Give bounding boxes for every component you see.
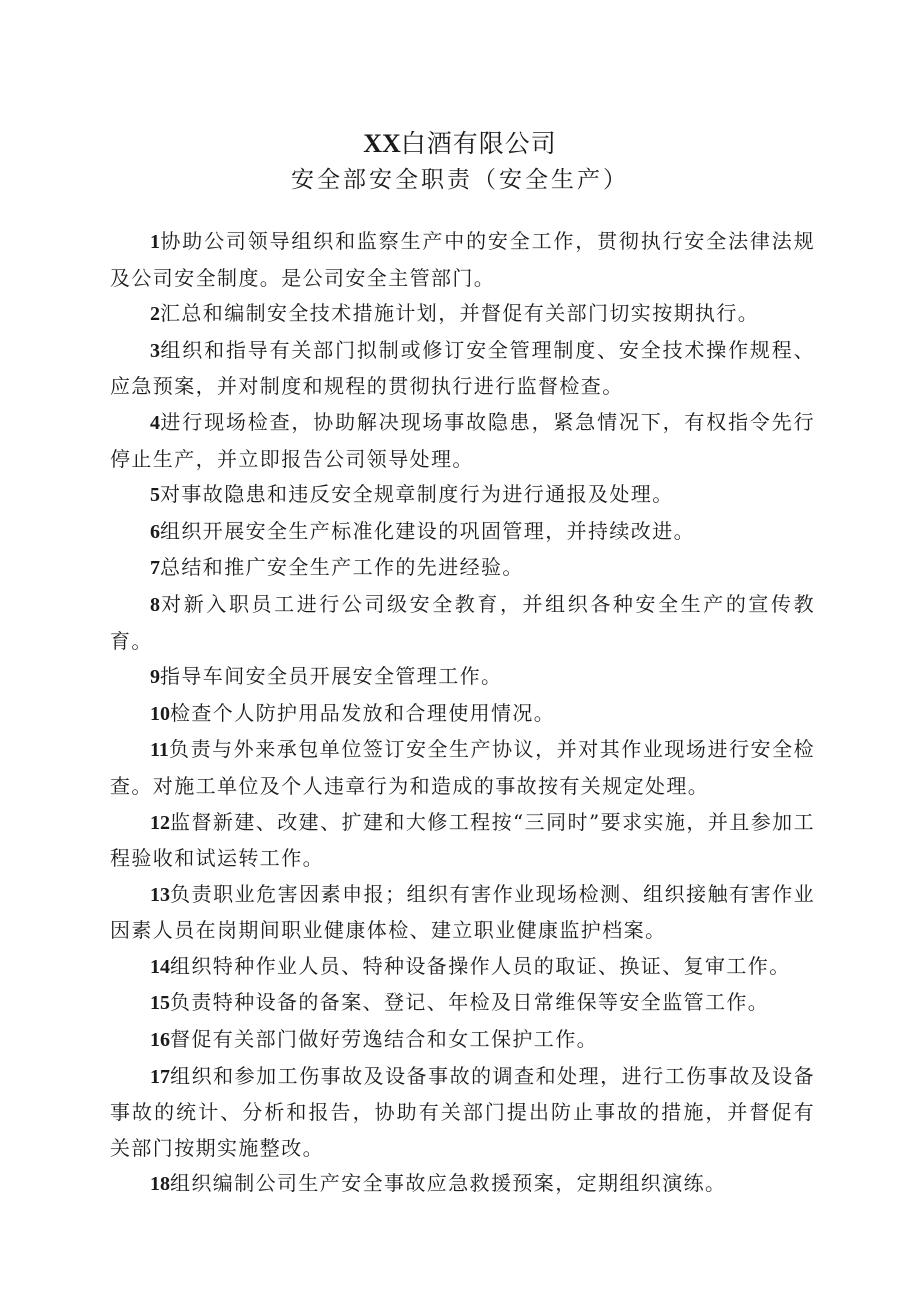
duty-text: 负责特种设备的备案、登记、年检及日常维保等安全监管工作。 — [170, 990, 770, 1015]
duty-item-17 — [110, 1059, 815, 1167]
document-title — [0, 127, 920, 161]
duty-item-18 — [110, 1166, 815, 1203]
duty-item-4 — [110, 405, 815, 477]
duty-text: 检查个人防护用品发放和合理使用情况。 — [170, 700, 556, 725]
duty-item-14 — [110, 949, 815, 986]
duty-text: 监督新建、改建、扩建和大修工程按“三同时”要求实施，并且参加工程验收和试运转工作。 — [110, 809, 815, 871]
duty-text: 组织编制公司生产安全事故应急救援预案，定期组织演练。 — [170, 1171, 727, 1196]
duty-text: 指导车间安全员开展安全管理工作。 — [160, 664, 503, 689]
duty-item-13 — [110, 877, 815, 949]
duty-text: 对新入职员工进行公司级安全教育，并组织各种安全生产的宣传教育。 — [110, 591, 815, 653]
duty-text: 负责与外来承包单位签订安全生产协议，并对其作业现场进行安全检查。对施工单位及个人违章行为和造成的事故按有关规定处理。 — [110, 737, 815, 798]
duty-number: 13 — [150, 883, 170, 906]
duty-text: 总结和推广安全生产工作的先进经验。 — [160, 555, 524, 580]
duty-number: 7 — [150, 557, 160, 580]
duty-item-12 — [110, 805, 815, 877]
duty-number: 5 — [150, 484, 160, 507]
title-company-prefix: XX — [363, 129, 401, 158]
duty-item-10 — [110, 696, 815, 733]
duty-list — [110, 224, 815, 1203]
duty-text: 组织特种作业人员、特种设备操作人员的取证、换证、复审工作。 — [170, 953, 791, 978]
duty-number: 18 — [150, 1173, 170, 1196]
duty-item-16 — [110, 1022, 815, 1059]
duty-item-15 — [110, 985, 815, 1022]
duty-number: 14 — [150, 955, 170, 978]
duty-number: 15 — [150, 992, 170, 1015]
duty-text: 组织和指导有关部门拟制或修订安全管理制度、安全技术操作规程、应急预案，并对制度和规程的贯彻执行进行监督检查。 — [110, 337, 815, 399]
duty-item-1 — [110, 224, 815, 296]
duty-number: 9 — [150, 666, 160, 689]
duty-number: 11 — [150, 739, 169, 762]
duty-number: 1 — [150, 231, 160, 253]
duty-item-5 — [110, 477, 815, 514]
duty-number: 12 — [150, 811, 170, 834]
duty-number: 8 — [150, 593, 160, 616]
duty-item-2 — [110, 296, 815, 333]
duty-text: 汇总和编制安全技术措施计划，并督促有关部门切实按期执行。 — [160, 301, 760, 326]
duty-number: 10 — [150, 702, 170, 725]
duty-text: 负责职业危害因素申报；组织有害作业现场检测、组织接触有害作业因素人员在岗期间职业健康体检、建立职业健康监护档案。 — [110, 881, 815, 943]
duty-number: 6 — [150, 520, 160, 543]
duty-number: 3 — [150, 339, 160, 362]
duty-text: 对事故隐患和违反安全规章制度行为进行通报及处理。 — [160, 482, 674, 507]
title-block — [0, 127, 920, 196]
duty-text: 协助公司领导组织和监察生产中的安全工作，贯彻执行安全法律法规及公司安全制度。是公司安全主管部门。 — [110, 229, 815, 290]
duty-item-3 — [110, 333, 815, 405]
duty-item-11 — [110, 732, 815, 804]
document-subtitle: 安全部安全职责（安全生产） — [291, 167, 629, 193]
duty-item-8 — [110, 587, 815, 659]
duty-text: 组织和参加工伤事故及设备事故的调查和处理，进行工伤事故及设备事故的统计、分析和报告，协助有关部门提出防止事故的措施，并督促有关部门按期实施整改。 — [110, 1063, 815, 1160]
duty-text: 督促有关部门做好劳逸结合和女工保护工作。 — [170, 1027, 598, 1052]
duty-number: 2 — [150, 303, 160, 326]
duty-text: 进行现场检查，协助解决现场事故隐患，紧急情况下，有权指令先行停止生产，并立即报告公司领导处理。 — [110, 409, 815, 471]
title-company-name: 白酒有限公司 — [400, 129, 557, 158]
duty-number: 16 — [150, 1029, 170, 1052]
duty-number: 4 — [150, 411, 160, 434]
duty-text: 组织开展安全生产标准化建设的巩固管理，并持续改进。 — [160, 518, 695, 543]
duty-item-9 — [110, 659, 815, 696]
duty-item-6 — [110, 514, 815, 551]
duty-item-7 — [110, 550, 815, 587]
duty-number: 17 — [150, 1065, 170, 1088]
